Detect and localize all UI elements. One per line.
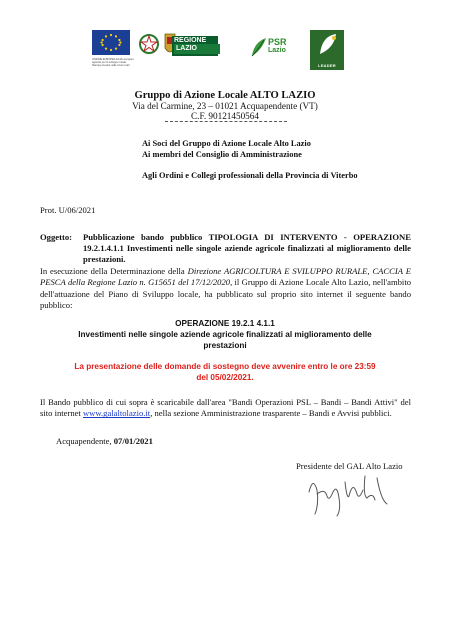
operation-title: OPERAZIONE 19.2.1 4.1.1 xyxy=(175,319,275,328)
header-divider xyxy=(165,121,287,122)
place-and-date: Acquapendente, 07/01/2021 xyxy=(56,436,153,446)
italian-republic-emblem xyxy=(138,30,160,70)
signatory-title: Presidente del GAL Alto Lazio xyxy=(296,461,403,471)
leader-logo xyxy=(310,30,344,70)
operation-description: Investimenti nelle singole aziende agricole finalizzati al miglioramento delle prestazioni xyxy=(78,330,372,350)
psr-label: PSR xyxy=(268,37,287,47)
organization-address: Via del Carmine, 23 – 01021 Acquapendente (VT) xyxy=(132,101,318,111)
determination-reference: Direzione AGRICOLTURA E SVILUPPO RURALE, CACCIA E PESCA della Regione Lazio n. G15651 del 17/12/2020 xyxy=(40,266,411,288)
logo-strip xyxy=(92,30,362,70)
website-link[interactable]: www.galaltolazio.it xyxy=(82,408,151,419)
lazio-label: LAZIO xyxy=(174,44,220,54)
regione-label: REGIONE xyxy=(174,37,207,44)
eu-flag-icon xyxy=(92,30,134,56)
psr-leaf-icon xyxy=(250,36,268,58)
organization-name: Gruppo di Azione Locale ALTO LAZIO xyxy=(134,90,316,101)
eu-logo xyxy=(92,30,134,70)
subject-text: Pubblicazione bando pubblico TIPOLOGIA DI INTERVENTO - OPERAZIONE 19.2.1.4.1.1 Investimenti nelle singole aziende agricole finalizzati al miglioramento delle prestazioni. xyxy=(83,232,411,264)
recipient-board: Ai membri del Consiglio di Amministrazione xyxy=(142,150,302,159)
protocol-number: Prot. U/06/2021 xyxy=(40,205,96,215)
recipient-members: Ai Soci del Gruppo di Azione Locale Alto Lazio xyxy=(142,139,311,148)
recipient-professional-orders: Agli Ordini e Collegi professionali della Provincia di Viterbo xyxy=(142,171,358,180)
psr-region-label: Lazio xyxy=(268,47,286,54)
submission-deadline: La presentazione delle domande di sostegno deve avvenire entro le ore 23:59 del 05/02/2021. xyxy=(74,362,376,382)
psr-lazio-logo xyxy=(250,30,302,70)
subject-label: Oggetto: xyxy=(40,232,72,242)
organization-tax-code: C.F. 90121450564 xyxy=(191,111,259,121)
document-date: 07/01/2021 xyxy=(113,436,153,446)
leader-leaf-icon xyxy=(310,30,344,60)
leader-caption: LEADER xyxy=(318,63,336,68)
body-paragraph-intro: In esecuzione della Determinazione della Direzione AGRICOLTURA E SVILUPPO RURALE, CACCIA E PESCA della Regione Lazio n. G15651 del 17/12/2020, il Gruppo di Azione Locale Alto Lazio, nell'ambito dell'attuazione del Piano di Sviluppo locale, ha pubblicato sul proprio sito internet il seguente bando pubblico: xyxy=(40,266,412,311)
regione-lazio-logo xyxy=(164,30,220,70)
eu-caption: UNIONE EUROPEA Fondo europeo agricolo per lo sviluppo rurale: l'Europa investe nelle zone rurali xyxy=(92,58,134,67)
body-paragraph-download: Il Bando pubblico di cui sopra è scaricabile dall'area "Bandi Operazioni PSL – Bandi – Bandi Attivi" del sito internet www.galaltolazio.it, nella sezione Amministrazione trasparente – Bandi e Avvisi pubblici. xyxy=(40,397,411,419)
emblem-star-icon xyxy=(138,30,160,58)
handwritten-signature xyxy=(303,470,395,520)
